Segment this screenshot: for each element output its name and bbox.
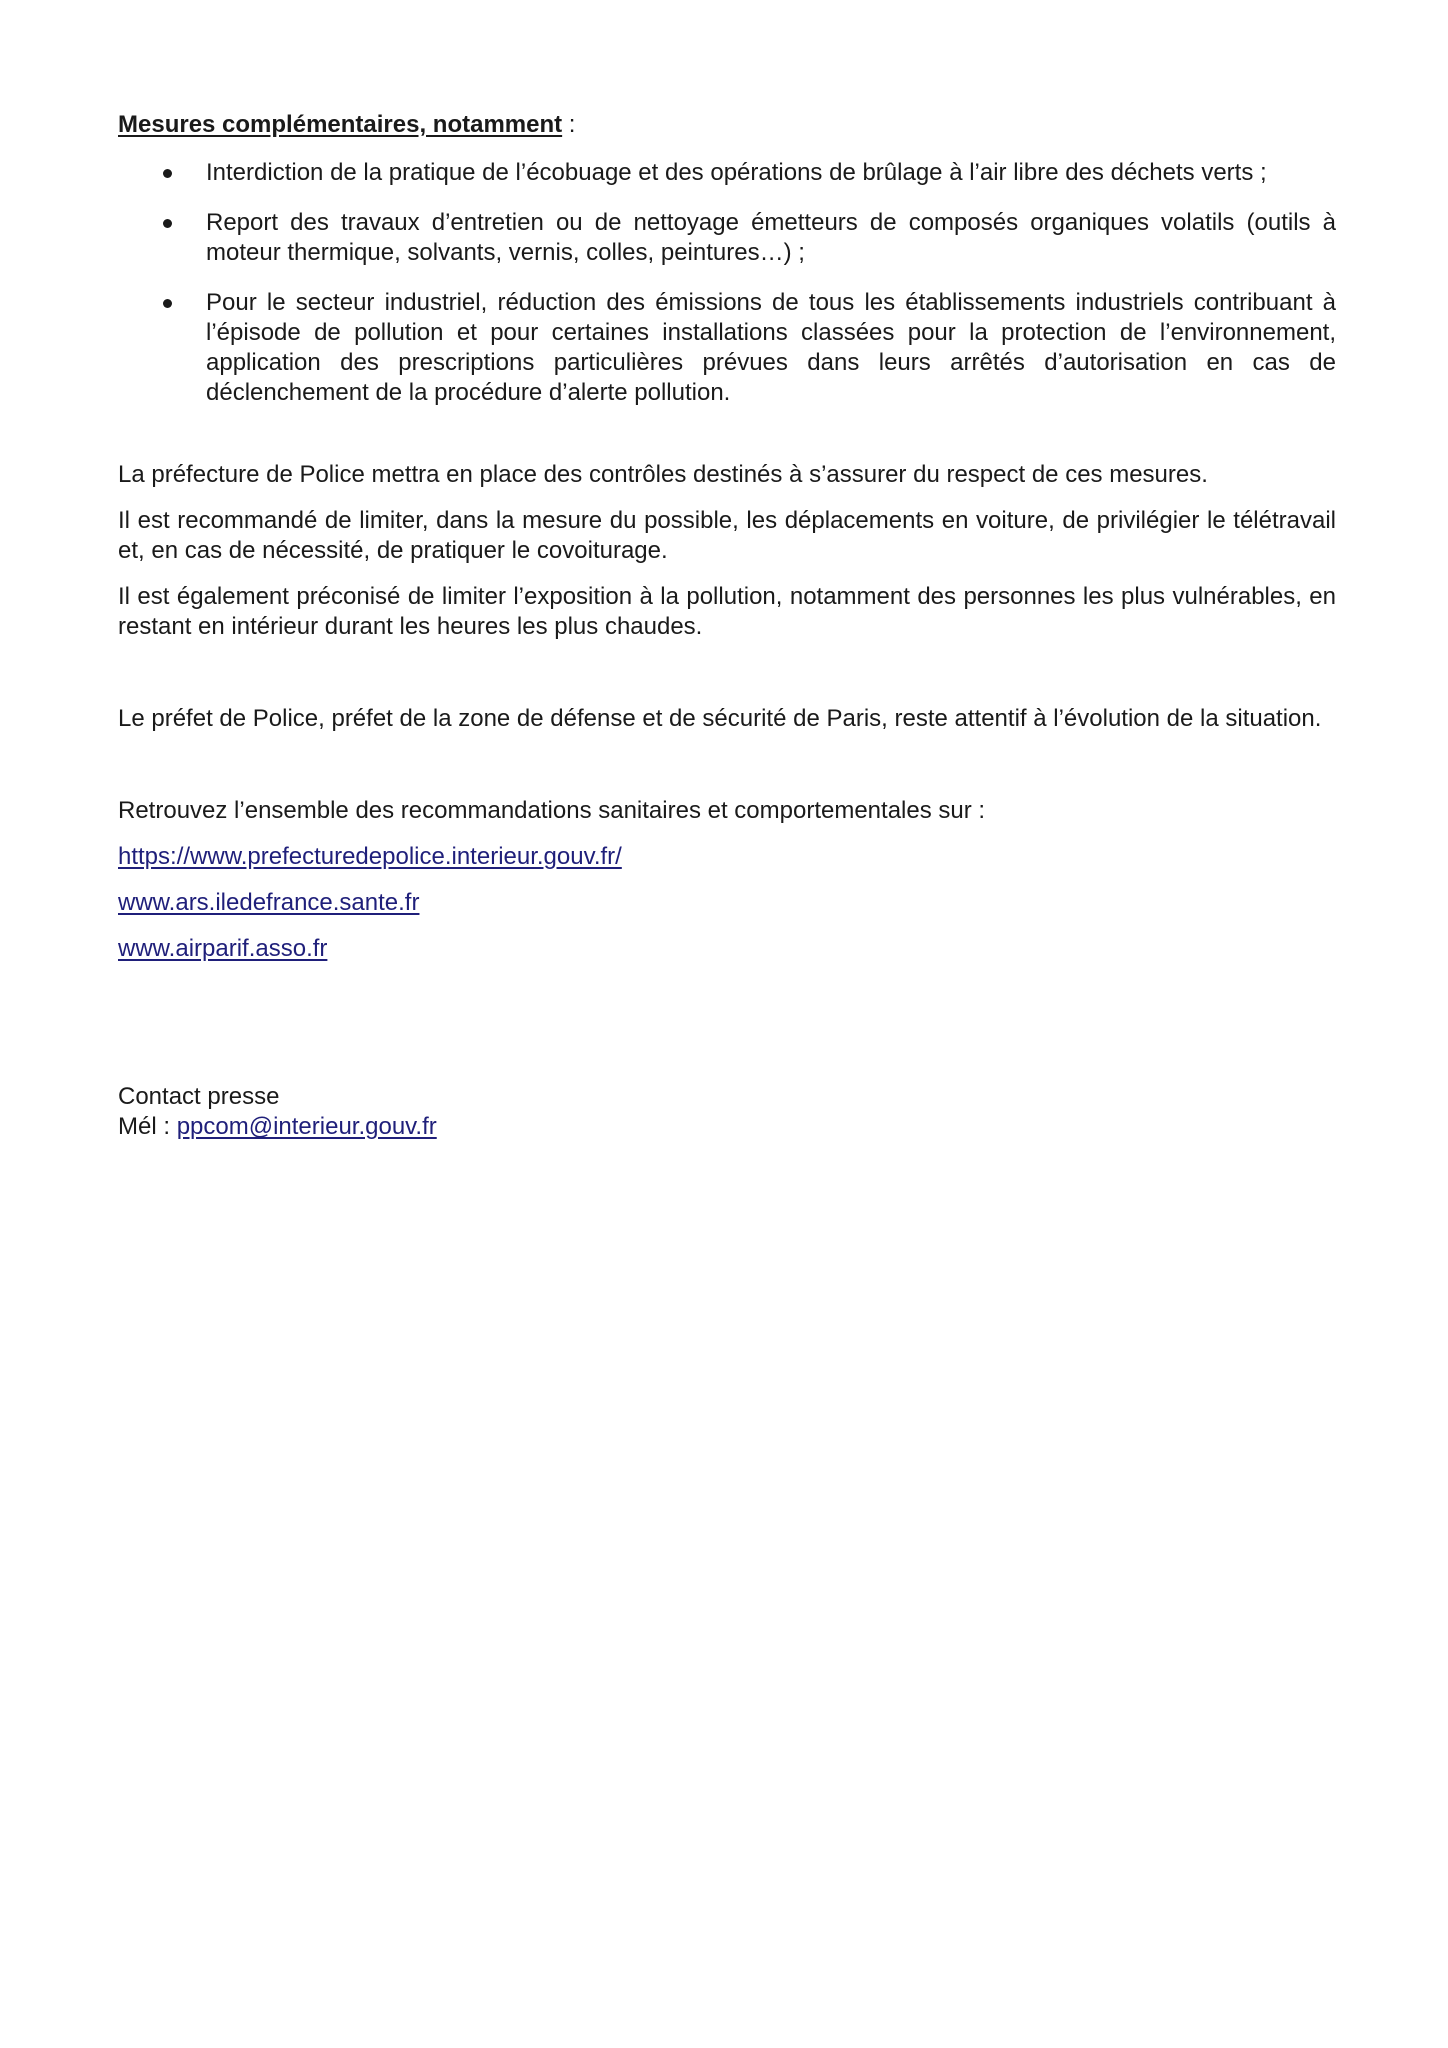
travel-paragraph: Il est recommandé de limiter, dans la mesure du possible, les déplacements en voiture, de privilégier le télétravail et, en cas de nécessité, de pratiquer le covoiturage.	[118, 507, 1336, 564]
airparif-link[interactable]: www.airparif.asso.fr	[118, 935, 328, 962]
prefecture-link[interactable]: https://www.prefecturedepolice.interieur.gouv.fr/	[118, 843, 622, 870]
bullet-icon	[163, 299, 172, 308]
document-page	[118, 110, 1336, 1142]
press-contact	[118, 1082, 1336, 1142]
bullet-icon	[163, 169, 172, 178]
heading-suffix: :	[562, 111, 576, 138]
section-heading	[118, 110, 1336, 140]
prefect-paragraph: Le préfet de Police, préfet de la zone de défense et de sécurité de Paris, reste attentif à l’évolution de la situation.	[118, 705, 1322, 732]
ars-link[interactable]: www.ars.iledefrance.sante.fr	[118, 889, 420, 916]
list-item-text: Report des travaux d’entretien ou de nettoyage émetteurs de composés organiques volatils (outils à moteur thermique, solvants, vernis, colles, peintures…) ;	[206, 209, 1336, 266]
heading-label: Mesures complémentaires, notamment	[118, 111, 563, 138]
list-item	[118, 288, 1336, 408]
contact-mail-line	[118, 1112, 1336, 1142]
contact-title: Contact presse	[118, 1083, 280, 1110]
list-item-text: Pour le secteur industriel, réduction des émissions de tous les établissements industriels contribuant à l’épisode de pollution et pour certaines installations classées pour la protection de l’environnement, application des prescriptions particulières prévues dans leurs arrêtés d’autorisation en cas de déclenchement de la procédure d’alerte pollution.	[206, 289, 1336, 406]
list-item	[118, 208, 1336, 268]
list-item	[118, 158, 1336, 188]
link-line	[118, 934, 1336, 964]
link-line	[118, 888, 1336, 918]
press-email-link[interactable]: ppcom@interieur.gouv.fr	[176, 1113, 437, 1140]
controls-paragraph: La préfecture de Police mettra en place des contrôles destinés à s’assurer du respect de ces mesures.	[118, 461, 1208, 488]
link-line	[118, 842, 1336, 872]
exposure-paragraph: Il est également préconisé de limiter l’exposition à la pollution, notamment des personnes les plus vulnérables, en restant en intérieur durant les heures les plus chaudes.	[118, 583, 1336, 640]
mail-label: Mél :	[118, 1113, 177, 1140]
links-intro: Retrouvez l’ensemble des recommandations sanitaires et comportementales sur :	[118, 797, 986, 824]
list-item-text: Interdiction de la pratique de l’écobuage et des opérations de brûlage à l’air libre des déchets verts ;	[206, 159, 1267, 186]
bullet-icon	[163, 219, 172, 228]
measures-list	[118, 158, 1336, 408]
